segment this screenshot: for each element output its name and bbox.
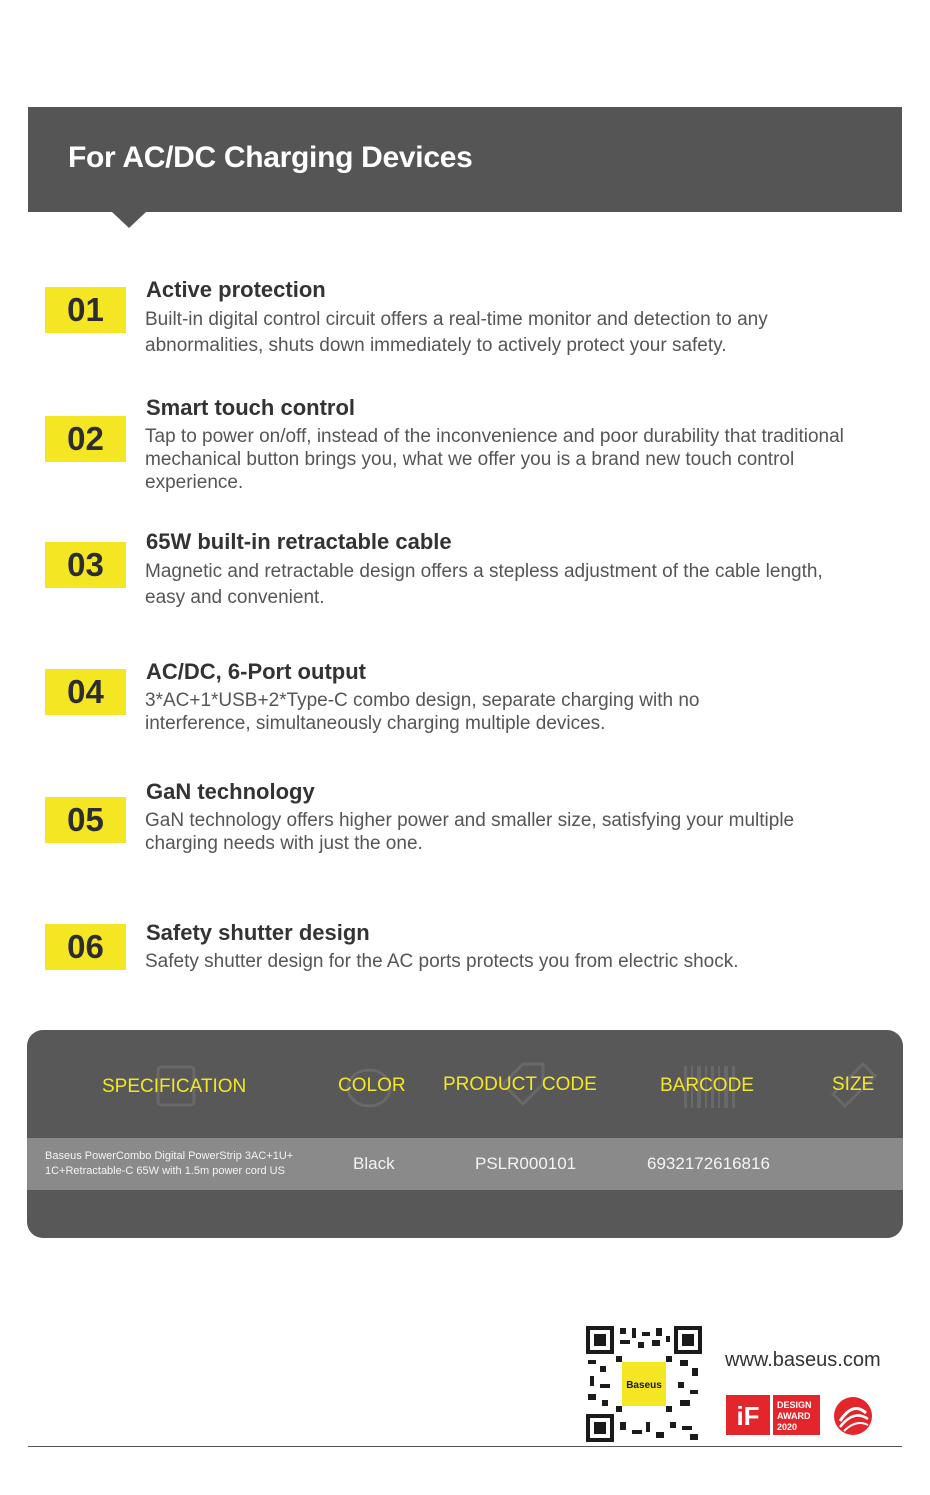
spec-table-header bbox=[27, 1030, 903, 1138]
footer-divider bbox=[28, 1446, 902, 1447]
spec-cell-specification-line: 1C+Retractable-C 65W with 1.5m power cord US bbox=[45, 1165, 285, 1177]
feature-number-badge: 02 bbox=[45, 416, 126, 462]
spec-cell-specification bbox=[45, 1149, 293, 1179]
feature-title: Safety shutter design bbox=[146, 920, 370, 945]
if-design-award-logo bbox=[726, 1395, 820, 1435]
feature-description: Safety shutter design for the AC ports protects you from electric shock. bbox=[145, 951, 739, 972]
section-title: For AC/DC Charging Devices bbox=[68, 141, 473, 174]
feature-title: 65W built-in retractable cable bbox=[146, 529, 452, 554]
red-dot-award-icon bbox=[832, 1395, 874, 1437]
feature-description: 3*AC+1*USB+2*Type-C combo design, separate charging with no interference, simultaneously charging multiple devices. bbox=[145, 690, 700, 734]
feature-number-badge: 05 bbox=[45, 797, 126, 843]
award-text-line: AWARD bbox=[777, 1411, 811, 1421]
header-pointer bbox=[112, 212, 146, 228]
qr-brand-label: Baseus bbox=[626, 1380, 662, 1391]
feature-number-badge: 04 bbox=[45, 669, 126, 715]
spec-header-barcode: BARCODE bbox=[660, 1075, 754, 1096]
section-header bbox=[28, 107, 902, 212]
spec-header-size: SIZE bbox=[832, 1074, 875, 1095]
feature-number-badge: 01 bbox=[45, 287, 126, 333]
website-link[interactable]: www.baseus.com bbox=[725, 1349, 881, 1371]
spec-header-color: COLOR bbox=[338, 1075, 406, 1096]
feature-title: GaN technology bbox=[146, 779, 315, 804]
spec-cell-barcode: 6932172616816 bbox=[647, 1154, 770, 1173]
feature-title: AC/DC, 6-Port output bbox=[146, 659, 366, 684]
feature-number-badge: 06 bbox=[45, 924, 126, 970]
feature-description: Tap to power on/off, instead of the inconvenience and poor durability that traditional mechanical button brings you, what we offer you is a brand new touch control experience. bbox=[145, 426, 844, 493]
feature-title: Smart touch control bbox=[146, 395, 356, 420]
spec-cell-color: Black bbox=[353, 1154, 395, 1173]
feature-title: Active protection bbox=[146, 277, 326, 302]
award-text-line: 2020 bbox=[777, 1422, 798, 1432]
spec-header-specification: SPECIFICATION bbox=[102, 1076, 247, 1097]
feature-description: GaN technology offers higher power and smaller size, satisfying your multiple charging needs with just the one. bbox=[145, 810, 795, 854]
feature-description: Magnetic and retractable design offers a stepless adjustment of the cable length, easy and convenient. bbox=[145, 561, 823, 608]
spec-header-product-code: PRODUCT CODE bbox=[443, 1074, 597, 1095]
if-award-logo-text: iF bbox=[736, 1401, 760, 1431]
spec-cell-specification-line: Baseus PowerCombo Digital PowerStrip 3AC+1U+ bbox=[45, 1150, 294, 1162]
award-text-line: DESIGN bbox=[777, 1400, 812, 1410]
spec-table-row bbox=[27, 1138, 903, 1190]
spec-table bbox=[27, 1030, 903, 1238]
feature-description: Built-in digital control circuit offers a real-time monitor and detection to any abnormalities, shuts down immediately to actively protect your safety. bbox=[145, 309, 768, 356]
spec-cell-product-code: PSLR000101 bbox=[475, 1154, 577, 1173]
qr-code-icon bbox=[586, 1326, 702, 1442]
feature-number-badge: 03 bbox=[45, 542, 126, 588]
